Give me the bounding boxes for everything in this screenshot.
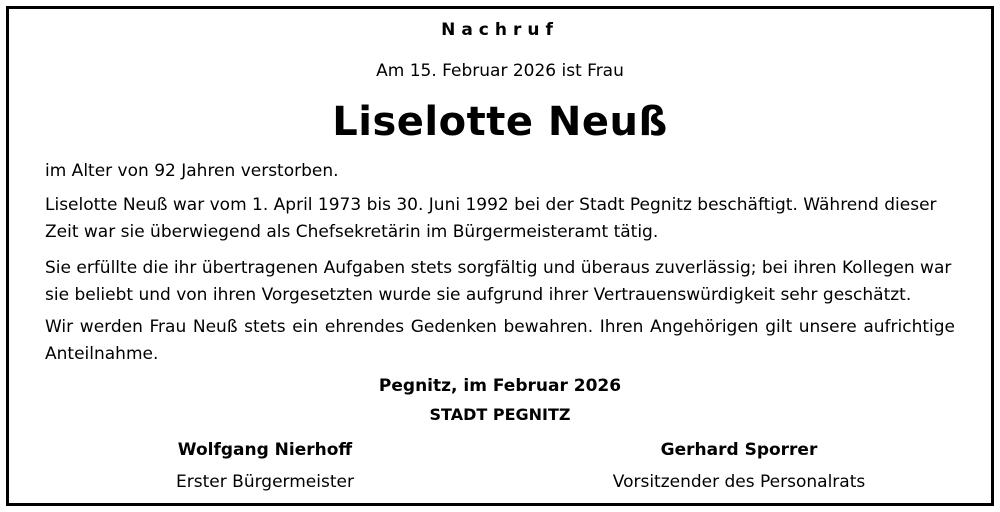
deceased-name: Liselotte Neuß: [332, 99, 668, 145]
paragraph-tribute: Sie erfüllte die ihr übertragenen Aufgaben stets sorgfältig und überaus zuverlässig; bei ihren Kollegen war sie beliebt und von ihren Vorgesetzten wurde sie aufgrund ihrer Vertrauenswürdigkeit sehr geschätzt.: [45, 258, 952, 305]
signer-staff-council: [574, 440, 904, 492]
organization-name: STADT PEGNITZ: [429, 405, 571, 424]
place-date: Pegnitz, im Februar 2026: [378, 376, 622, 396]
paragraph-employment: Liselotte Neuß war vom 1. April 1973 bis 30. Juni 1992 bei der Stadt Pegnitz beschäftigt. Während dieser Zeit war sie überwiegend als Chefsekretärin im Bürgermeisteramt tätig.: [45, 195, 937, 242]
paragraph-condolence: Wir werden Frau Neuß stets ein ehrendes Gedenken bewahren. Ihren Angehörigen gilt unsere aufrichtige Anteilnahme.: [45, 317, 955, 364]
signer-name: Gerhard Sporrer: [660, 440, 818, 460]
signer-role: Vorsitzender des Personalrats: [612, 472, 866, 492]
signer-role: Erster Bürgermeister: [176, 472, 354, 492]
signer-mayor: [100, 440, 430, 492]
intro-line: Am 15. Februar 2026 ist Frau: [376, 61, 624, 81]
signer-name: Wolfgang Nierhoff: [177, 440, 353, 460]
obituary-heading: Nachruf: [441, 20, 559, 40]
paragraph-age: im Alter von 92 Jahren verstorben.: [45, 161, 339, 181]
